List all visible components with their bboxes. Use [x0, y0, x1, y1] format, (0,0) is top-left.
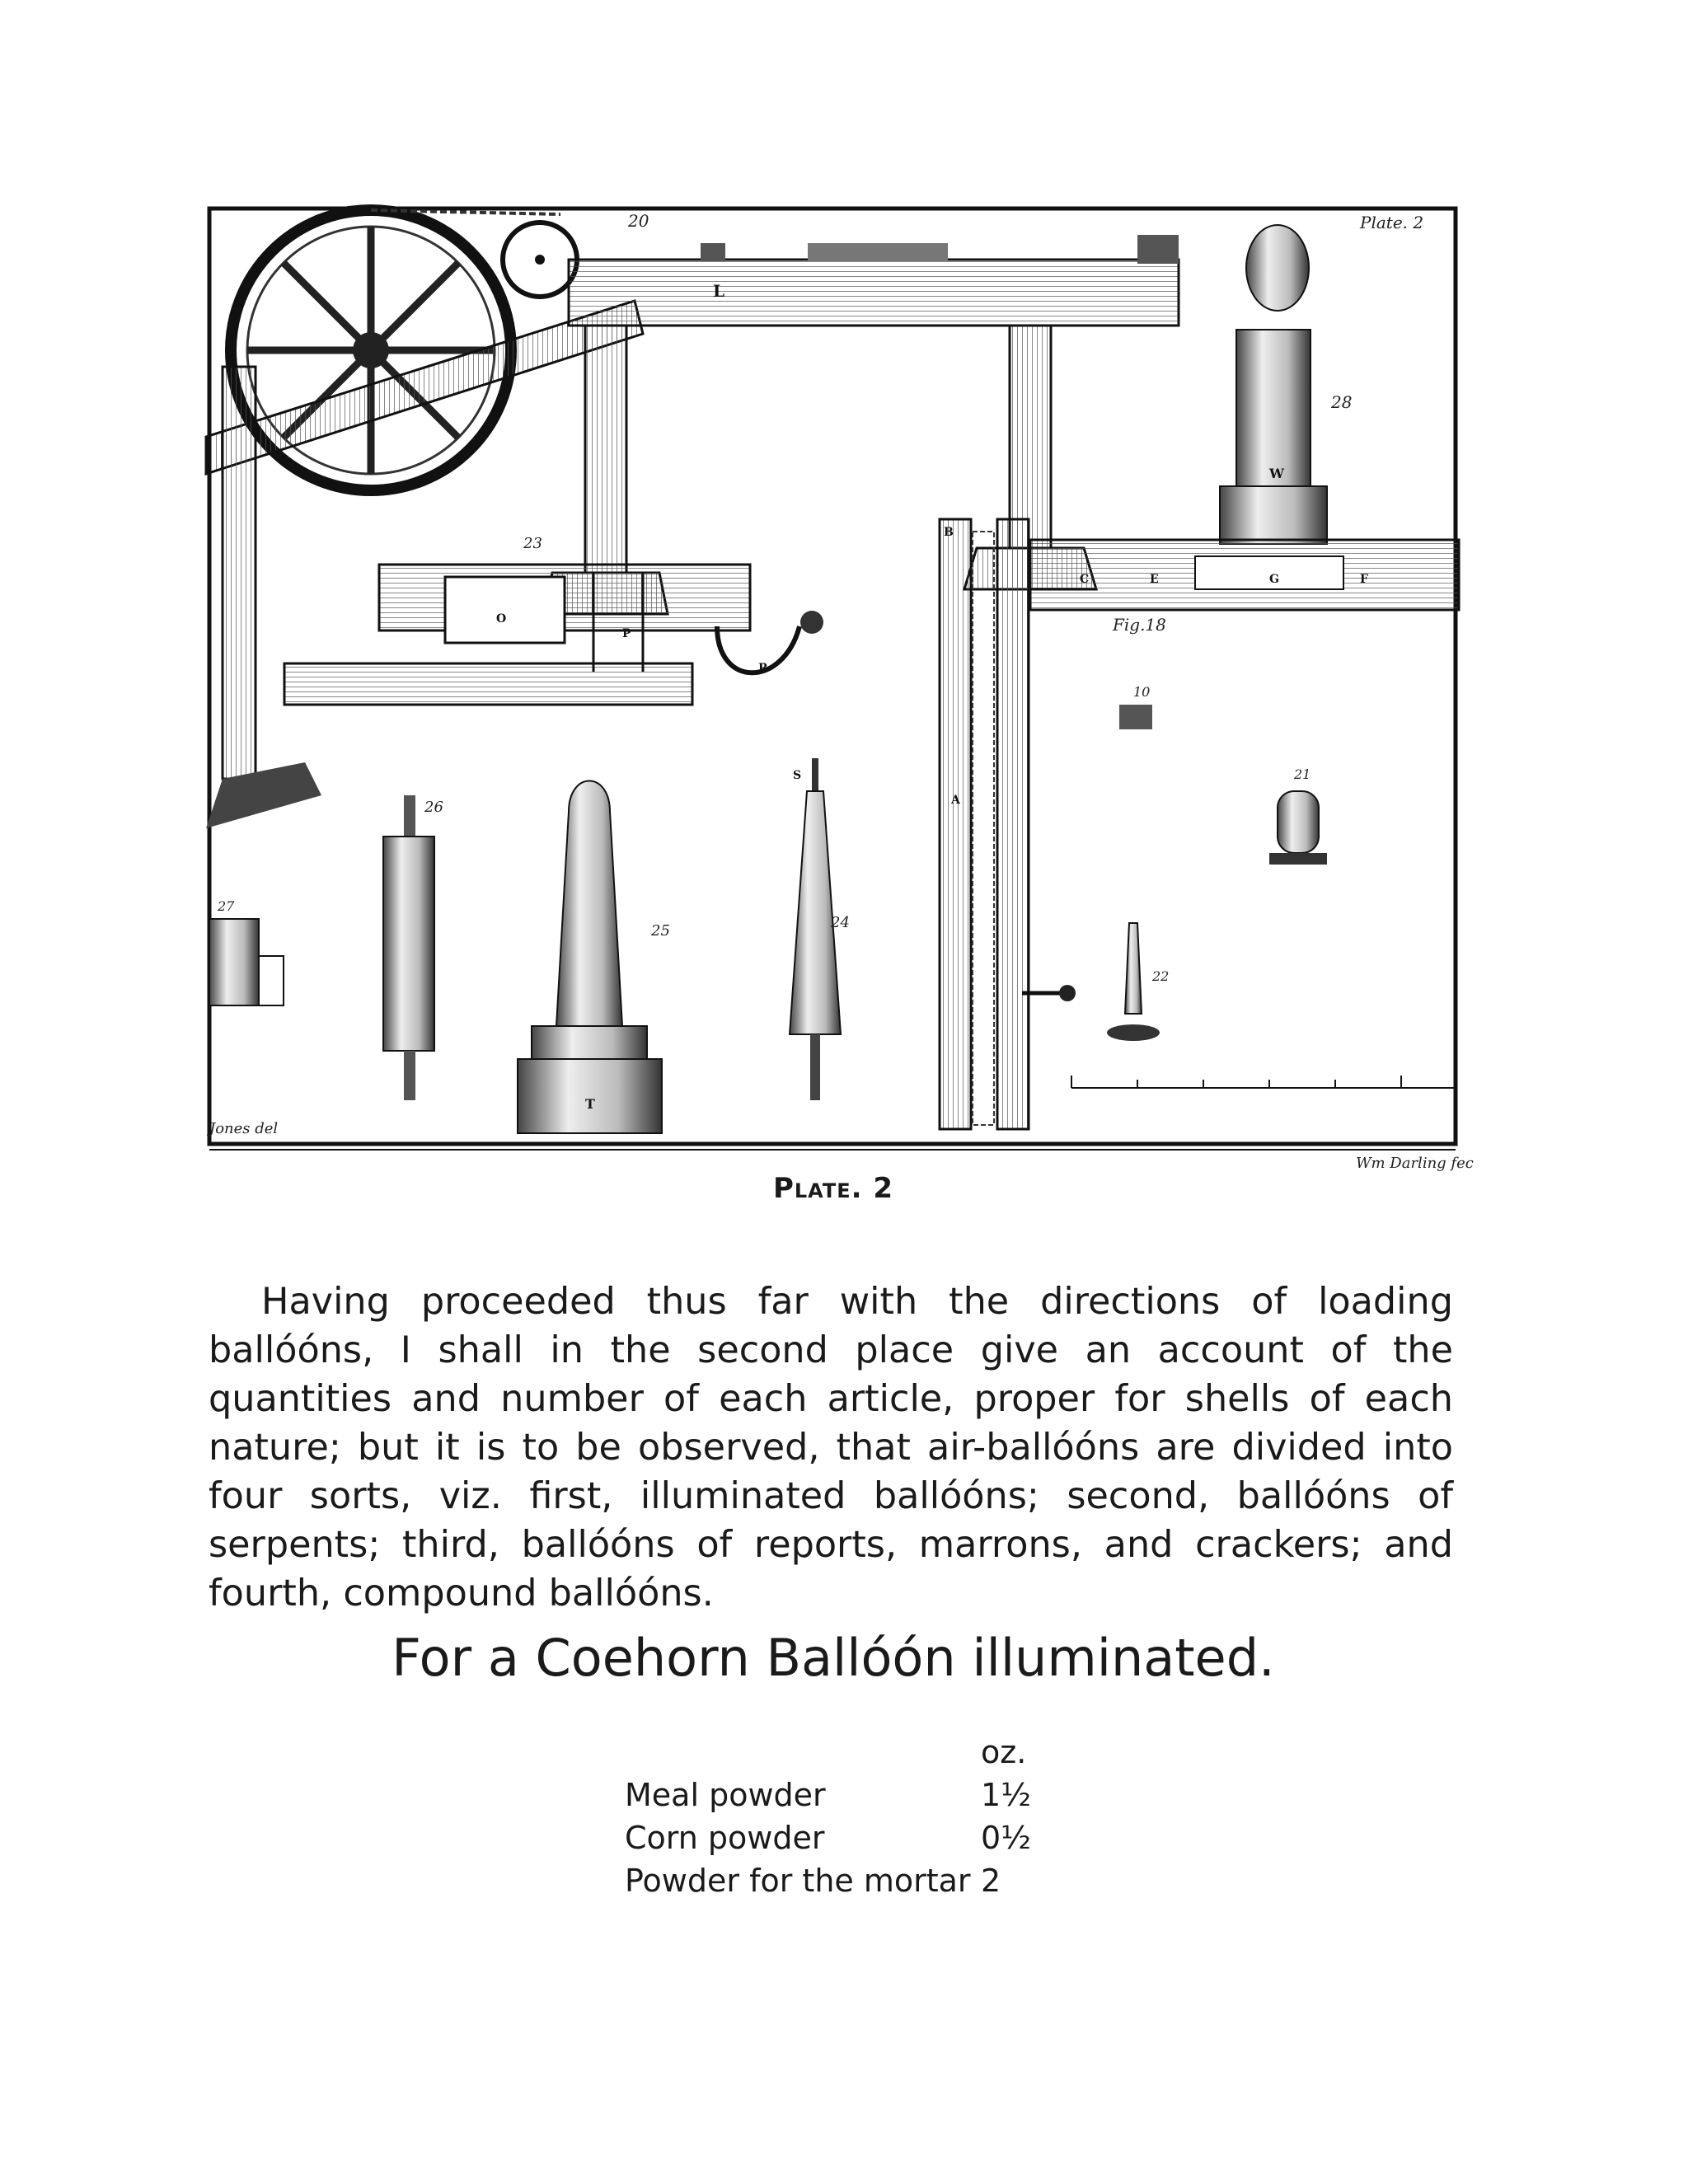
recipe-row — [625, 1859, 1031, 1902]
svg-text:A: A — [951, 794, 960, 807]
recipe-qty: 1½ — [981, 1777, 1032, 1813]
svg-text:P: P — [622, 627, 631, 640]
recipe-item: Powder for the mortar — [625, 1863, 971, 1899]
recipe-row — [625, 1816, 1031, 1859]
small-parts — [1119, 684, 1327, 865]
press-figure — [940, 519, 1459, 1129]
svg-text:10: 10 — [1133, 684, 1151, 700]
svg-text:S: S — [793, 769, 802, 782]
recipe-qty: 0½ — [981, 1820, 1032, 1856]
svg-text:C: C — [1080, 573, 1090, 586]
svg-text:21: 21 — [1294, 766, 1311, 782]
signature-left: Jones del — [209, 1120, 279, 1137]
unit-label: oz. — [981, 1734, 1027, 1770]
lathe-figure — [206, 210, 1179, 828]
svg-text:Fig.18: Fig.18 — [1113, 615, 1166, 635]
body-paragraph: Having proceeded thus far with the directions of loading ballóóns, I shall in the second place give an account of the quantities and number of each article, proper for shells of each nature; but it is to be observed, that air-ballóóns are divided into four sorts, viz. first, illuminated ballóóns; second, ballóóns of serpents; third, ballóóns of reports, marrons, and crackers; and fourth, compound ballóóns. — [209, 1280, 1453, 1615]
svg-text:E: E — [1150, 573, 1159, 586]
recipe-item: Meal powder — [625, 1777, 826, 1813]
svg-text:27: 27 — [218, 898, 235, 914]
recipe-row — [625, 1774, 1031, 1816]
svg-text:22: 22 — [1152, 968, 1170, 984]
recipe-unit-row — [625, 1731, 1031, 1774]
scale-bar — [1071, 1076, 1455, 1088]
svg-text:R: R — [758, 662, 768, 675]
svg-text:28: 28 — [1331, 392, 1353, 412]
former-figure — [518, 781, 670, 1134]
spike-figure — [1107, 923, 1169, 1041]
recipe-heading: For a Coehorn Ballóón illuminated. — [392, 1628, 1275, 1688]
recipe-table — [625, 1731, 1031, 1902]
recipe-item: Corn powder — [625, 1820, 825, 1856]
rod-figure — [790, 758, 850, 1100]
svg-text:G: G — [1269, 573, 1279, 586]
caption-suffix: . 2 — [851, 1172, 894, 1205]
svg-text:20: 20 — [628, 211, 649, 231]
svg-text:L: L — [713, 281, 725, 301]
svg-text:F: F — [1360, 573, 1368, 586]
svg-text:25: 25 — [651, 922, 670, 940]
frame-figure — [284, 535, 823, 705]
recipe-qty: 2 — [981, 1863, 1001, 1899]
plate-caption — [206, 1172, 1461, 1205]
svg-text:O: O — [496, 612, 507, 626]
plate-corner-label: Plate. 2 — [1360, 213, 1424, 232]
roller-figure — [383, 795, 443, 1100]
svg-text:23: 23 — [523, 535, 542, 552]
svg-text:B: B — [944, 526, 954, 539]
signature-right: Wm Darling fec — [1356, 1155, 1474, 1172]
svg-text:T: T — [585, 1096, 595, 1112]
caption-prefix: Plate — [772, 1172, 851, 1205]
svg-text:24: 24 — [831, 914, 850, 931]
svg-text:W: W — [1269, 466, 1284, 481]
plate-illustration — [206, 202, 1474, 1172]
vessel-figure — [1220, 225, 1352, 544]
svg-text:26: 26 — [424, 799, 443, 816]
block-figure — [209, 898, 284, 1005]
